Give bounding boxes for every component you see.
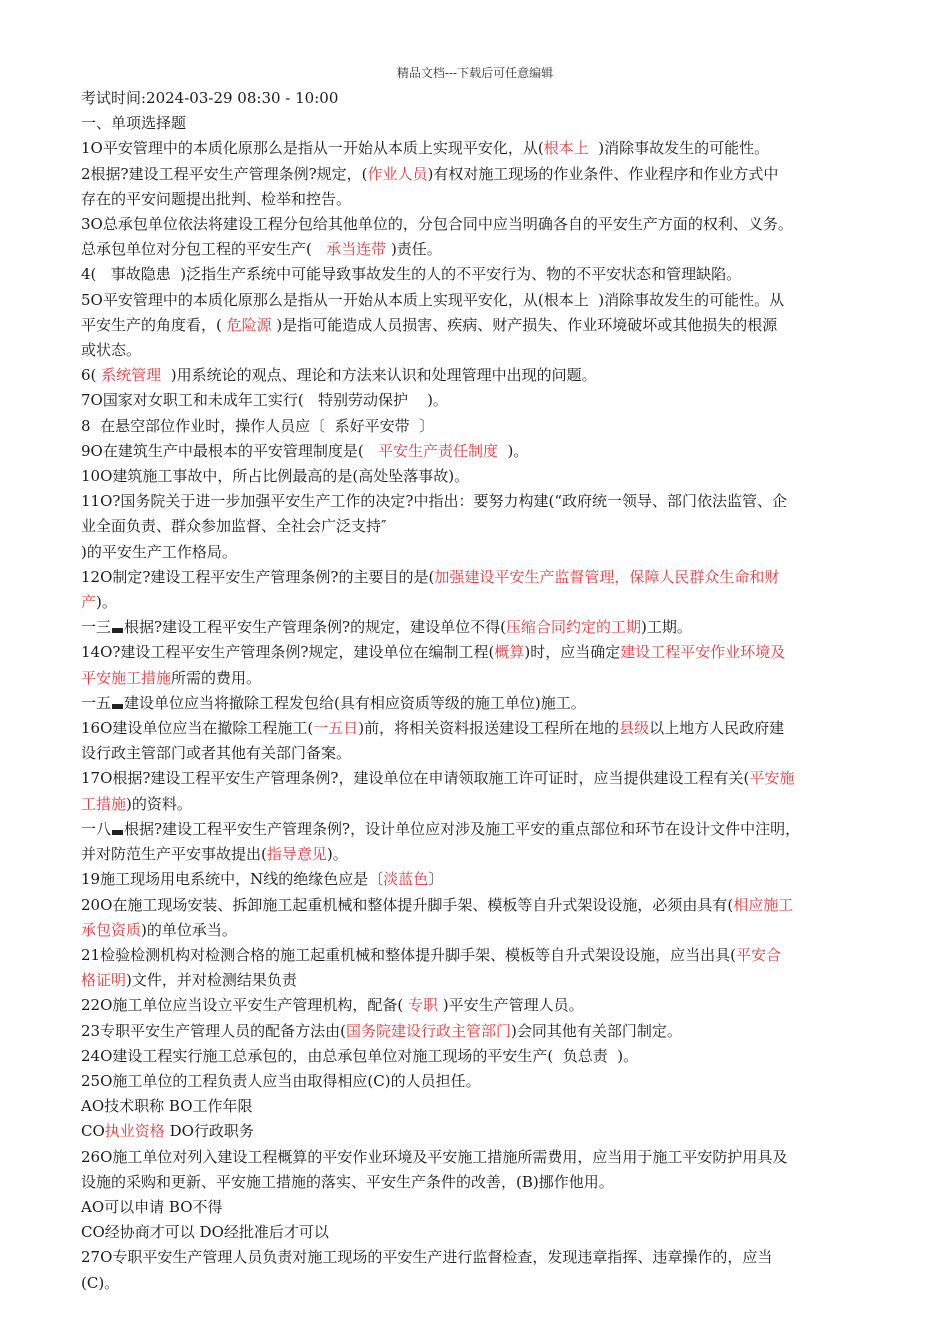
text-line <box>81 968 873 993</box>
document-body <box>81 86 873 1296</box>
text-line <box>81 615 873 640</box>
question-text: 8 在悬空部位作业时，操作人员应〔 系好平安带 〕 <box>81 416 435 435</box>
question-text: )的资料。 <box>126 794 192 813</box>
answer-text: 产 <box>81 593 97 612</box>
question-text: 根据?建设工程平安生产管理条例?的规定，建设单位不得( <box>124 618 506 637</box>
question-text: 1O平安管理中的本质化原那么是指从一开始从本质上实现平安化，从( <box>81 139 544 158</box>
answer-text: 工措施 <box>81 794 127 813</box>
answer-text: 平安施工措施 <box>81 668 172 687</box>
text-line <box>81 817 873 842</box>
answer-text: 县级 <box>619 719 650 738</box>
question-text: )有权对施工现场的作业条件、作业程序和作业方式中 <box>427 164 779 183</box>
question-text: 20O在施工现场安装、拆卸施工起重机械和整体提升脚手架、模板等自升式架设设施，必须由具有( <box>81 895 734 914</box>
answer-text: 承当连带 <box>326 240 387 259</box>
answer-text: 平安合 <box>735 945 781 964</box>
text-line <box>81 388 873 413</box>
question-text: )。 <box>498 441 529 460</box>
answer-text: 压缩合同约定的工期 <box>505 618 641 637</box>
answer-text: 淡蓝色 <box>383 870 429 889</box>
question-text: 并对防范生产平安事故提出( <box>81 845 267 864</box>
text-line <box>81 842 873 867</box>
text-line <box>81 590 873 615</box>
question-text: 存在的平安问题提出批判、检举和控告。 <box>81 189 352 208</box>
text-line <box>81 666 873 691</box>
question-text: (C)。 <box>81 1273 120 1292</box>
question-text: 一八 <box>81 819 112 838</box>
question-text: )的平安生产工作格局。 <box>81 542 237 561</box>
question-text: )平安生产管理人员。 <box>438 996 584 1015</box>
answer-text: 根本上 <box>543 139 589 158</box>
page-header: 精品文档---下载后可任意编辑 <box>396 66 554 80</box>
list-marker-glyph <box>112 704 123 709</box>
question-text: 16O建设单位应当在撤除工程施工( <box>81 719 314 738</box>
question-text: CO经协商才可以 DO经批准后才可以 <box>81 1223 329 1242</box>
question-text: )责任。 <box>386 240 442 259</box>
question-text: DO行政职务 <box>164 1122 254 1141</box>
text-line <box>81 1119 873 1144</box>
text-line <box>81 313 873 338</box>
question-text: 4( 事故隐患 )泛指生产系统中可能导致事故发生的人的不平安行为、物的不平安状态和管理缺陷。 <box>81 265 742 284</box>
text-line <box>81 162 873 187</box>
text-line <box>81 540 873 565</box>
question-text: 19施工现场用电系统中，N线的绝缘色应是〔 <box>81 870 384 889</box>
question-text: 一五 <box>81 693 112 712</box>
question-text: 一三 <box>81 618 112 637</box>
question-text: CO <box>81 1122 105 1141</box>
answer-text: 指导意见 <box>266 845 327 864</box>
text-line <box>81 640 873 665</box>
question-text: 建设单位应当将撤除工程发包给(具有相应资质等级的施工单位)施工。 <box>124 693 586 712</box>
question-text: 以上地方人民政府建 <box>649 719 785 738</box>
text-line <box>81 792 873 817</box>
question-text: 2根据?建设工程平安生产管理条例?规定，( <box>81 164 368 183</box>
question-text: 9O在建筑生产中最根本的平安管理制度是( <box>81 441 378 460</box>
question-text: 11O?国务院关于进一步加强平安生产工作的决定?中指出：要努力构建(“政府统一领导、部门依法监管、企 <box>81 492 787 511</box>
answer-text: 承包资质 <box>81 920 142 939</box>
question-text: )是指可能造成人员损害、疾病、财产损失、作业环境破坏或其他损失的根源 <box>271 315 778 334</box>
question-text: 23专职平安生产管理人员的配备方法由( <box>81 1021 346 1040</box>
text-line <box>81 212 873 237</box>
text-line <box>81 716 873 741</box>
question-text: 设施的采购和更新、平安施工措施的落实、平安生产条件的改善，(B)挪作他用。 <box>81 1172 614 1191</box>
question-text: )的单位承当。 <box>141 920 237 939</box>
text-line <box>81 1195 873 1220</box>
question-text: )消除事故发生的可能性。 <box>588 139 770 158</box>
text-line <box>81 893 873 918</box>
text-line <box>81 288 873 313</box>
text-line <box>81 565 873 590</box>
answer-text: 平安生产责任制度 <box>378 441 499 460</box>
text-line <box>81 86 873 111</box>
text-line <box>81 237 873 262</box>
question-text: )前，将相关资料报送建设工程所在地的 <box>358 719 620 738</box>
text-line <box>81 1094 873 1119</box>
text-line <box>81 691 873 716</box>
text-line <box>81 489 873 514</box>
text-line <box>81 1019 873 1044</box>
text-line <box>81 1220 873 1245</box>
text-line <box>81 338 873 363</box>
question-text: 3O总承包单位依法将建设工程分包给其他单位的，分包合同中应当明确各自的平安生产方面的权利、义务。 <box>81 215 793 234</box>
answer-text: 国务院建设行政主管部门 <box>345 1021 511 1040</box>
text-line <box>81 1069 873 1094</box>
question-text: 总承包单位对分包工程的平安生产( <box>81 240 327 259</box>
question-text: 27O专职平安生产管理人员负责对施工现场的平安生产进行监督检查，发现违章指挥、违章操作的，应当 <box>81 1248 773 1267</box>
answer-text: 系统管理 <box>101 366 162 385</box>
question-text: 14O?建设工程平安生产管理条例?规定，建设单位在编制工程( <box>81 643 495 662</box>
text-line <box>81 993 873 1018</box>
question-text: 平安生产的角度看，( <box>81 315 227 334</box>
question-text: 26O施工单位对列入建设工程概算的平安作业环境及平安施工措施所需费用，应当用于施工平安防护用具及 <box>81 1147 788 1166</box>
question-text: )工期。 <box>640 618 692 637</box>
text-line <box>81 439 873 464</box>
text-line <box>81 943 873 968</box>
answer-text: 执业资格 <box>104 1122 165 1141</box>
question-text: )文件，并对检测结果负责 <box>126 971 297 990</box>
answer-text: 危险源 <box>226 315 272 334</box>
list-marker-glyph <box>112 830 123 835</box>
text-line <box>81 363 873 388</box>
text-line <box>81 1271 873 1296</box>
question-text: 〕 <box>428 870 444 889</box>
question-text: AO可以申请 BO不得 <box>81 1197 223 1216</box>
list-marker-glyph <box>112 628 123 633</box>
question-text: 21检验检测机构对检测合格的施工起重机械和整体提升脚手架、模板等自升式架设设施，应当出具( <box>81 945 736 964</box>
text-line <box>81 741 873 766</box>
question-text: 17O根据?建设工程平安生产管理条例?，建设单位在申请领取施工许可证时，应当提供建设工程有关( <box>81 769 750 788</box>
text-line <box>81 867 873 892</box>
question-text: AO技术职称 BO工作年限 <box>81 1097 253 1116</box>
text-line <box>81 262 873 287</box>
question-text: )时，应当确定 <box>524 643 621 662</box>
question-text: 10O建筑施工事故中，所占比例最高的是(高处坠落事故)。 <box>81 467 470 486</box>
answer-text: 格证明 <box>81 971 127 990</box>
question-text: 设行政主管部门或者其他有关部门备案。 <box>81 744 352 763</box>
question-text: )。 <box>326 845 348 864</box>
answer-text: 加强建设平安生产监督管理，保障人民群众生命和财 <box>434 567 780 586</box>
answer-text: 作业人员 <box>367 164 428 183</box>
question-text: 5O平安管理中的本质化原那么是指从一开始从本质上实现平安化，从(根本上 )消除事故发生的可能性。从 <box>81 290 785 309</box>
answer-text: 建设工程平安作业环境及 <box>620 643 786 662</box>
answer-text: 专职 <box>408 996 439 1015</box>
question-text: )用系统论的观点、理论和方法来认识和处理管理中出现的问题。 <box>161 366 597 385</box>
question-text: 所需的费用。 <box>171 668 262 687</box>
question-text: 25O施工单位的工程负责人应当由取得相应(C)的人员担任。 <box>81 1071 481 1090</box>
answer-text: 概算 <box>494 643 525 662</box>
text-line <box>81 136 873 161</box>
question-text: 22O施工单位应当设立平安生产管理机构，配备( <box>81 996 409 1015</box>
answer-text: 相应施工 <box>733 895 794 914</box>
text-line <box>81 1170 873 1195</box>
question-text: )。 <box>96 593 117 612</box>
question-text: 根据?建设工程平安生产管理条例?，设计单位应对涉及施工平安的重点部位和环节在设计文件中注明， <box>124 819 801 838</box>
text-line <box>81 1245 873 1270</box>
text-line <box>81 187 873 212</box>
question-text: 24O建设工程实行施工总承包的，由总承包单位对施工现场的平安生产( 负总责 )。 <box>81 1046 639 1065</box>
answer-text: 平安施 <box>749 769 795 788</box>
text-line <box>81 918 873 943</box>
question-text: 考试时间:2024-03-29 08:30 - 10:00 <box>81 89 339 107</box>
question-text: 12O制定?建设工程平安生产管理条例?的主要目的是( <box>81 567 435 586</box>
text-line <box>81 1145 873 1170</box>
question-text: 业全面负责、群众参加监督、全社会广泛支持″ <box>81 517 387 536</box>
text-line <box>81 766 873 791</box>
text-line <box>81 414 873 439</box>
question-text: 6( <box>81 366 102 385</box>
answer-text: 一五日 <box>313 719 359 738</box>
question-text: 或状态。 <box>81 341 142 360</box>
question-text: 一、单项选择题 <box>81 114 187 133</box>
text-line <box>81 111 873 136</box>
question-text: 7O国家对女职工和未成年工实行( 特别劳动保护 )。 <box>81 391 448 410</box>
question-text: )会同其他有关部门制定。 <box>510 1021 682 1040</box>
text-line <box>81 464 873 489</box>
text-line <box>81 1044 873 1069</box>
text-line <box>81 514 873 539</box>
